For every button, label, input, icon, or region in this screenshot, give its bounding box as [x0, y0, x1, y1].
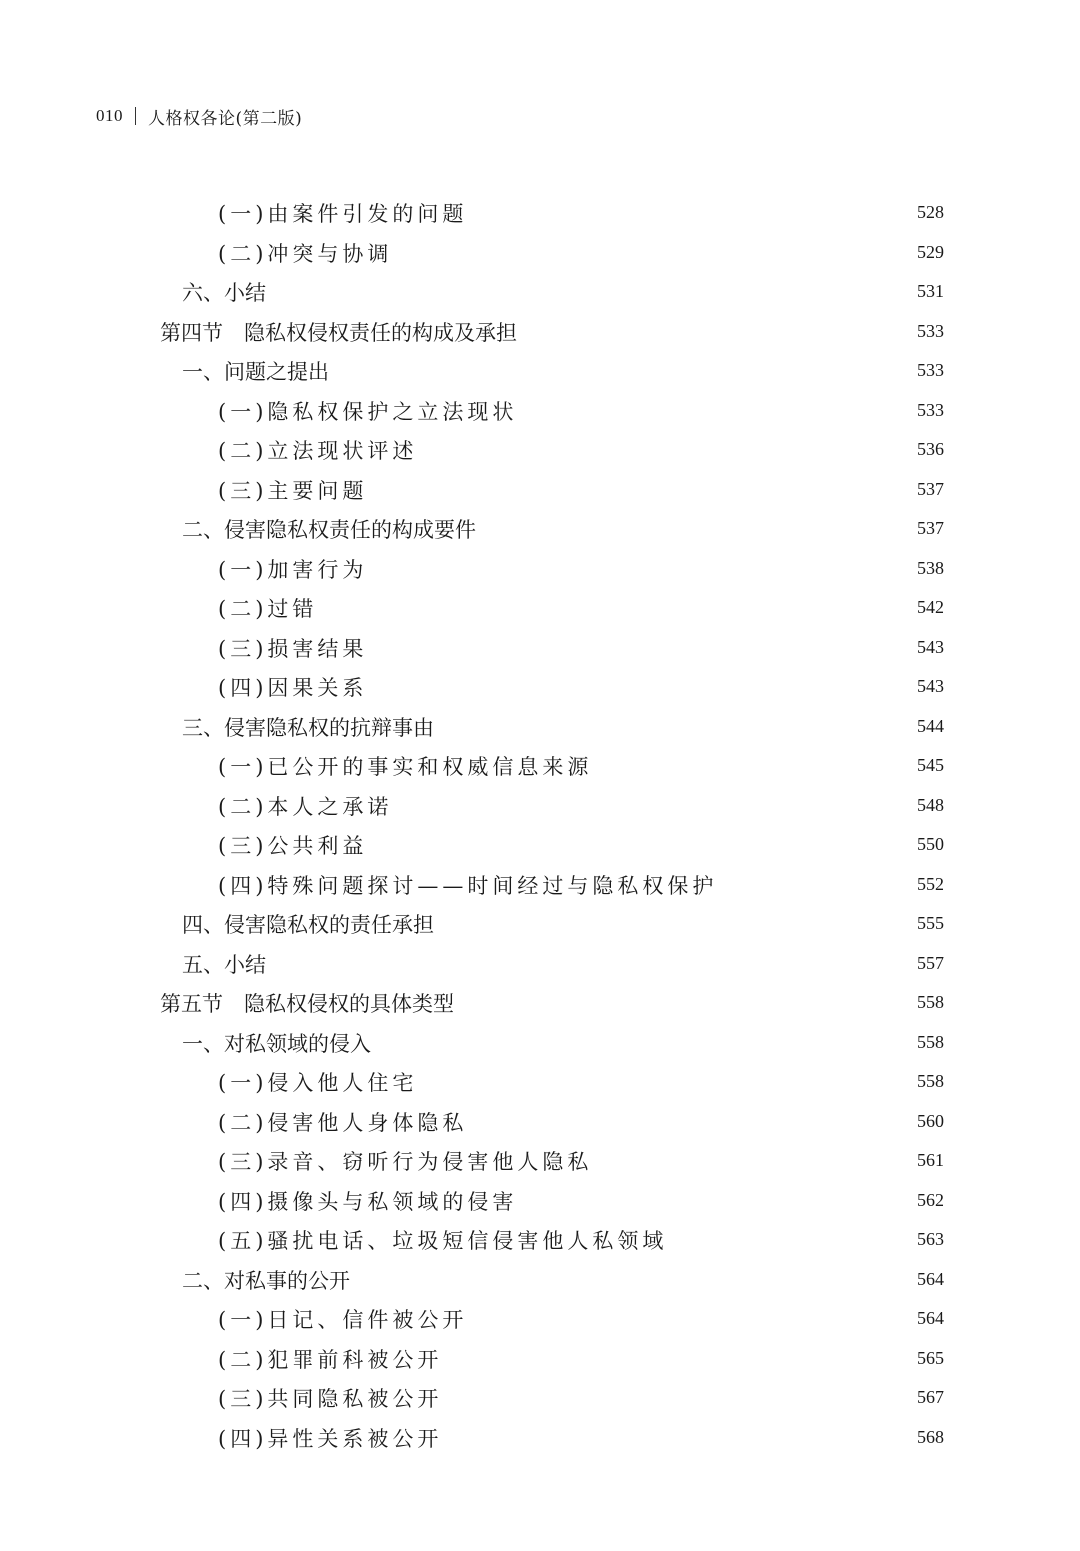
- toc-entry-title: (二)过错: [218, 597, 318, 621]
- toc-entry-title: (二)侵害他人身体隐私: [218, 1110, 468, 1135]
- toc-entry-page-number: 529: [917, 241, 944, 262]
- toc-entry-page-number: 536: [917, 439, 944, 459]
- toc-entry: [0, 1140, 1080, 1180]
- toc-entry-title: (二)冲突与协调: [218, 241, 393, 266]
- toc-entry-page-number: 558: [917, 1071, 944, 1091]
- toc-entry-page-number: 557: [917, 952, 944, 973]
- toc-entry-page-number: 548: [917, 794, 944, 815]
- toc-entry-page-number: 537: [917, 518, 944, 538]
- toc-entry-page-number: 552: [917, 873, 944, 894]
- toc-entry: [0, 824, 1080, 864]
- toc-entry: [0, 1338, 1080, 1378]
- toc-entry-title: (五)骚扰电话、垃圾短信侵害他人私领域: [218, 1229, 668, 1253]
- toc-entry: [0, 864, 1080, 904]
- toc-entry: [0, 1101, 1080, 1141]
- toc-entry-page-number: 545: [917, 755, 944, 775]
- toc-entry: [0, 745, 1080, 785]
- running-head: [96, 103, 302, 129]
- toc-entry: [0, 469, 1080, 509]
- toc-entry-page-number: 562: [917, 1189, 944, 1210]
- book-title: 人格权各论(第二版): [148, 108, 303, 129]
- toc-entry-page-number: 567: [917, 1387, 944, 1407]
- toc-entry-page-number: 543: [917, 636, 944, 657]
- toc-entry: [0, 311, 1080, 351]
- toc-entry-title: 二、对私事的公开: [182, 1268, 350, 1293]
- toc-entry-page-number: 558: [917, 1031, 944, 1052]
- toc-entry-title: (二)本人之承诺: [218, 794, 393, 819]
- toc-entry-title: (一)由案件引发的问题: [218, 202, 468, 226]
- toc-entry: [0, 982, 1080, 1022]
- toc-entry-title: (三)损害结果: [218, 636, 368, 661]
- toc-entry-title: (二)立法现状评述: [218, 439, 418, 463]
- toc-entry-title: (三)录音、窃听行为侵害他人隐私: [218, 1150, 593, 1174]
- toc-entry-title: (一)已公开的事实和权威信息来源: [218, 755, 593, 779]
- toc-entry-title: (四)特殊问题探讨——时间经过与隐私权保护: [218, 873, 718, 898]
- toc-entry-title: (一)隐私权保护之立法现状: [218, 399, 518, 424]
- toc-entry: [0, 192, 1080, 232]
- toc-entry: [0, 627, 1080, 667]
- toc-entry-title: (四)因果关系: [218, 676, 368, 700]
- toc-entry-page-number: 543: [917, 676, 944, 696]
- toc-entry-title: 一、问题之提出: [182, 360, 329, 384]
- toc-entry-title: 三、侵害隐私权的抗辩事由: [182, 715, 434, 740]
- toc-entry: [0, 1022, 1080, 1062]
- toc-entry-page-number: 528: [917, 202, 944, 222]
- toc-entry-page-number: 568: [917, 1426, 944, 1447]
- toc-entry: [0, 429, 1080, 469]
- toc-entry: [0, 1061, 1080, 1101]
- toc-entry-title: 五、小结: [182, 952, 266, 977]
- toc-entry-title: (二)犯罪前科被公开: [218, 1347, 443, 1372]
- toc-entry-title: (一)日记、信件被公开: [218, 1308, 468, 1332]
- toc-entry-page-number: 544: [917, 715, 944, 736]
- toc-entry-title: 二、侵害隐私权责任的构成要件: [182, 518, 476, 542]
- toc-entry-page-number: 538: [917, 557, 944, 578]
- toc-entry-page-number: 560: [917, 1110, 944, 1131]
- toc-entry-page-number: 565: [917, 1347, 944, 1368]
- toc-entry: [0, 903, 1080, 943]
- toc-entry-page-number: 563: [917, 1229, 944, 1249]
- toc-entry: [0, 350, 1080, 390]
- toc-entry-title: (四)异性关系被公开: [218, 1426, 443, 1451]
- toc-entry: [0, 271, 1080, 311]
- toc-entry: [0, 706, 1080, 746]
- toc-entry: [0, 508, 1080, 548]
- toc-entry: [0, 1180, 1080, 1220]
- toc-entry-page-number: 561: [917, 1150, 944, 1170]
- toc-entry: [0, 1377, 1080, 1417]
- toc-entry: [0, 548, 1080, 588]
- toc-entry: [0, 1259, 1080, 1299]
- header-divider: [135, 107, 136, 125]
- toc-entry: [0, 785, 1080, 825]
- toc-entry-page-number: 564: [917, 1308, 944, 1328]
- toc-entry-title: (三)共同隐私被公开: [218, 1387, 443, 1411]
- toc-entry-page-number: 533: [917, 360, 944, 380]
- toc-entry: [0, 1219, 1080, 1259]
- toc-entry-title: 一、对私领域的侵入: [182, 1031, 371, 1056]
- toc-entry-page-number: 531: [917, 281, 944, 301]
- toc-entry: [0, 232, 1080, 272]
- toc-entry-page-number: 558: [917, 992, 944, 1012]
- toc-entry-page-number: 555: [917, 913, 944, 933]
- toc-entry-title: (一)侵入他人住宅: [218, 1071, 418, 1095]
- toc-entry-page-number: 550: [917, 834, 944, 854]
- toc-entry-page-number: 542: [917, 597, 944, 617]
- toc-entry-page-number: 533: [917, 320, 944, 341]
- page-number: 010: [96, 106, 123, 125]
- toc-entry-title: 四、侵害隐私权的责任承担: [182, 913, 434, 937]
- toc-entry: [0, 1298, 1080, 1338]
- toc-entry-title: 第五节 隐私权侵权的具体类型: [160, 992, 454, 1016]
- toc-entry: [0, 587, 1080, 627]
- toc-entry: [0, 666, 1080, 706]
- toc-entry: [0, 1417, 1080, 1457]
- toc-entry-title: (一)加害行为: [218, 557, 368, 582]
- toc-entry: [0, 943, 1080, 983]
- toc-entry-page-number: 533: [917, 399, 944, 420]
- toc-entry-title: (四)摄像头与私领域的侵害: [218, 1189, 518, 1214]
- toc-entry-title: 第四节 隐私权侵权责任的构成及承担: [160, 320, 517, 345]
- toc-entry-title: (三)主要问题: [218, 478, 368, 503]
- toc-entry: [0, 390, 1080, 430]
- toc-entry-title: (三)公共利益: [218, 834, 368, 858]
- table-of-contents: [0, 192, 1080, 1456]
- toc-entry-title: 六、小结: [182, 281, 266, 305]
- toc-entry-page-number: 537: [917, 478, 944, 499]
- toc-entry-page-number: 564: [917, 1268, 944, 1289]
